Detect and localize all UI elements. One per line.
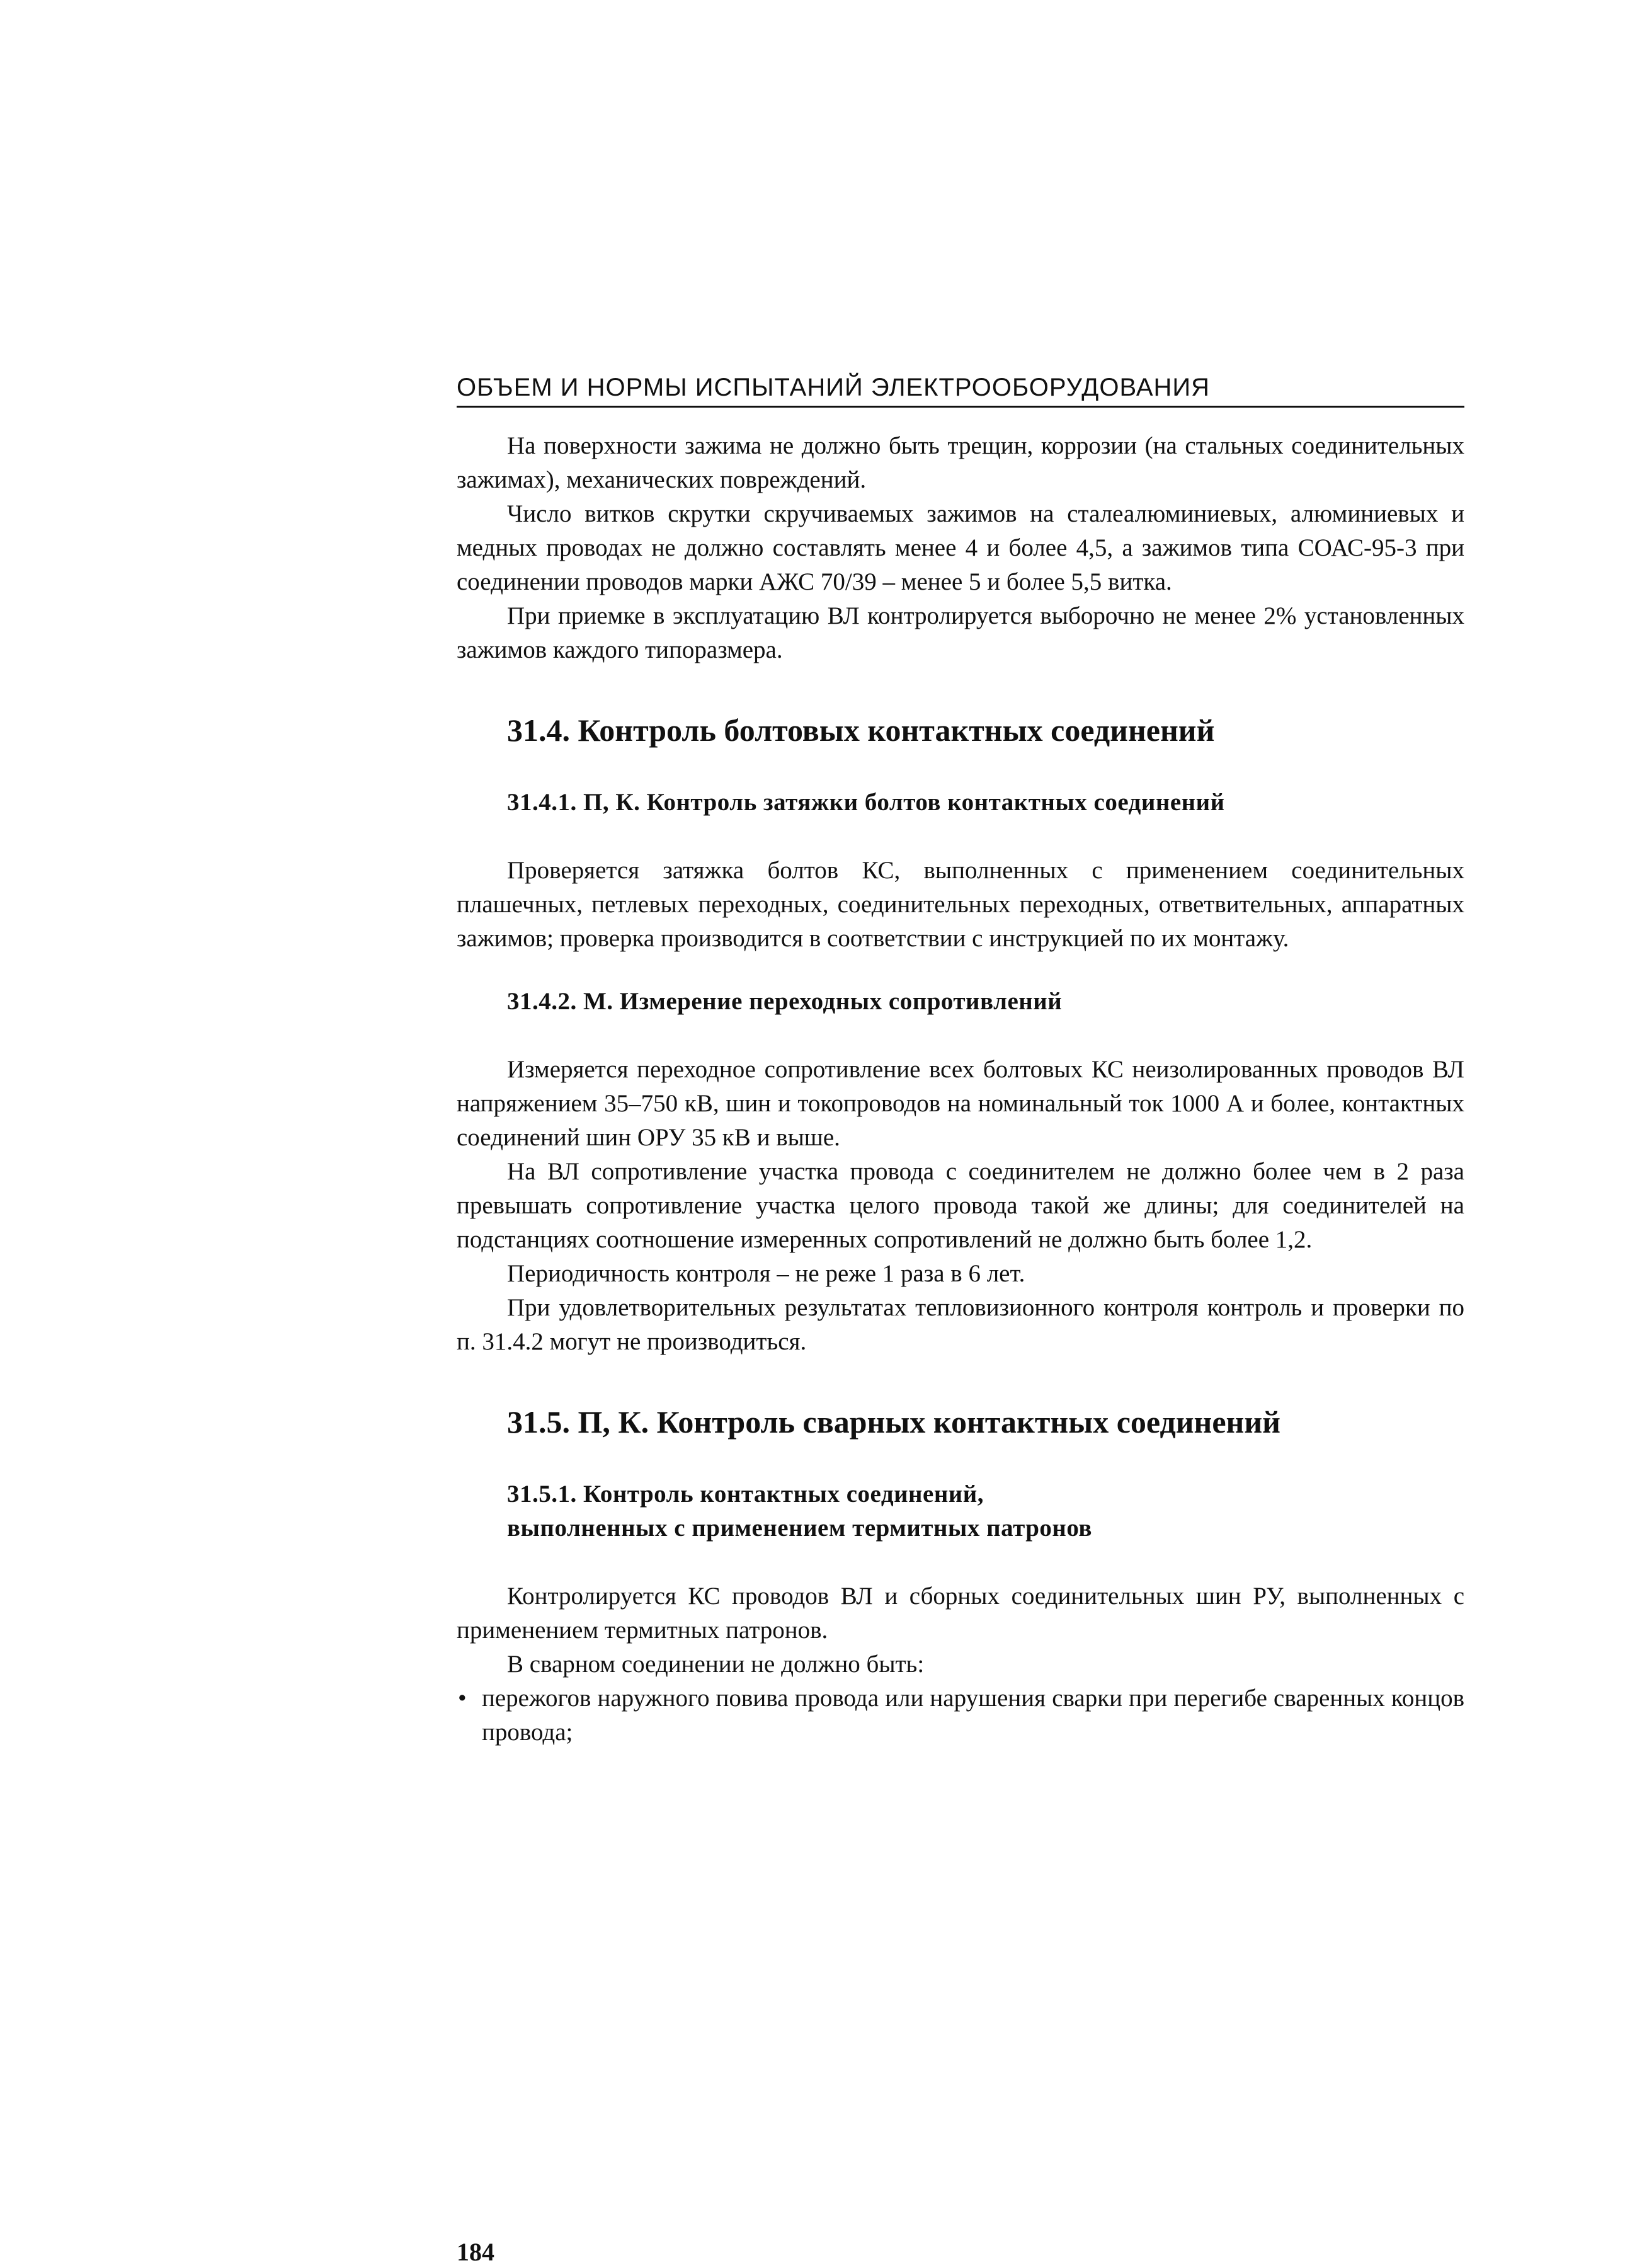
subsection-31-4-1-heading: 31.4.1. П, К. Контроль затяжки болтов контактных соединений	[507, 789, 1225, 816]
document-page	[457, 372, 1464, 2266]
paragraph-31-4-2-1: Измеряется переходное сопротивление всех болтовых КС неизолированных проводов ВЛ напряжением 35–750 кВ, шин и токопроводов на номинальный ток 1000 А и более, контактных соединений шин ОРУ 35 кВ и выше.	[457, 1056, 1464, 1151]
bullet-list	[457, 1681, 1464, 1750]
running-head: ОБЪЕМ И НОРМЫ ИСПЫТАНИЙ ЭЛЕКТРООБОРУДОВАНИЯ	[457, 372, 1464, 408]
paragraph-intro-3: При приемке в эксплуатацию ВЛ контролируется выборочно не менее 2% установленных зажимов каждого типоразмера.	[457, 602, 1464, 663]
paragraph-31-4-2-2: На ВЛ сопротивление участка провода с соединителем не должно более чем в 2 раза превышать сопротивление участка целого провода такой же длины; для соединителей на подстанциях соотношение измеренных сопротивлений не должно быть более 1,2.	[457, 1158, 1464, 1253]
subsection-31-4-2-heading: 31.4.2. М. Измерение переходных сопротивлений	[507, 988, 1063, 1015]
subsection-31-5-1-heading	[507, 1477, 1464, 1545]
bullet-marker: •	[458, 1685, 467, 1712]
list-item-text: пережогов наружного повива провода или нарушения сварки при перегибе сваренных концов провода;	[482, 1685, 1464, 1746]
section-31-5-heading: 31.5. П, К. Контроль сварных контактных соединений	[507, 1404, 1280, 1440]
paragraph-31-5-1-1: Контролируется КС проводов ВЛ и сборных соединительных шин РУ, выполненных с применением термитных патронов.	[457, 1583, 1464, 1644]
paragraph-intro-2: Число витков скрутки скручиваемых зажимов на сталеалюминиевых, алюминиевых и медных проводах не должно составлять менее 4 и более 4,5, а зажимов типа СОАС-95-3 при соединении проводов марки АЖС 70/39 – менее 5 и более 5,5 витка.	[457, 500, 1464, 595]
paragraph-31-5-1-2: В сварном соединении не должно быть:	[507, 1651, 925, 1678]
section-31-4-heading: 31.4. Контроль болтовых контактных соединений	[507, 713, 1215, 748]
paragraph-31-4-2-4: При удовлетворительных результатах тепловизионного контроля контроль и проверки по п. 31.4.2 могут не производиться.	[457, 1294, 1464, 1355]
subsection-31-5-1-heading-line-2: выполненных с применением термитных патронов	[507, 1515, 1092, 1542]
paragraph-intro-1: На поверхности зажима не должно быть трещин, коррозии (на стальных соединительных зажимах), механических повреждений.	[457, 432, 1464, 493]
paragraph-31-4-2-3: Периодичность контроля – не реже 1 раза в 6 лет.	[507, 1260, 1025, 1287]
subsection-31-5-1-heading-line-1: 31.5.1. Контроль контактных соединений,	[507, 1480, 984, 1508]
list-item	[457, 1681, 1464, 1750]
paragraph-31-4-1-1: Проверяется затяжка болтов КС, выполненных с применением соединительных плашечных, петлевых переходных, соединительных переходных, ответвительных, аппаратных зажимов; проверка производится в соответствии с инструкцией по их монтажу.	[457, 857, 1464, 952]
page-number: 184	[457, 2238, 494, 2266]
